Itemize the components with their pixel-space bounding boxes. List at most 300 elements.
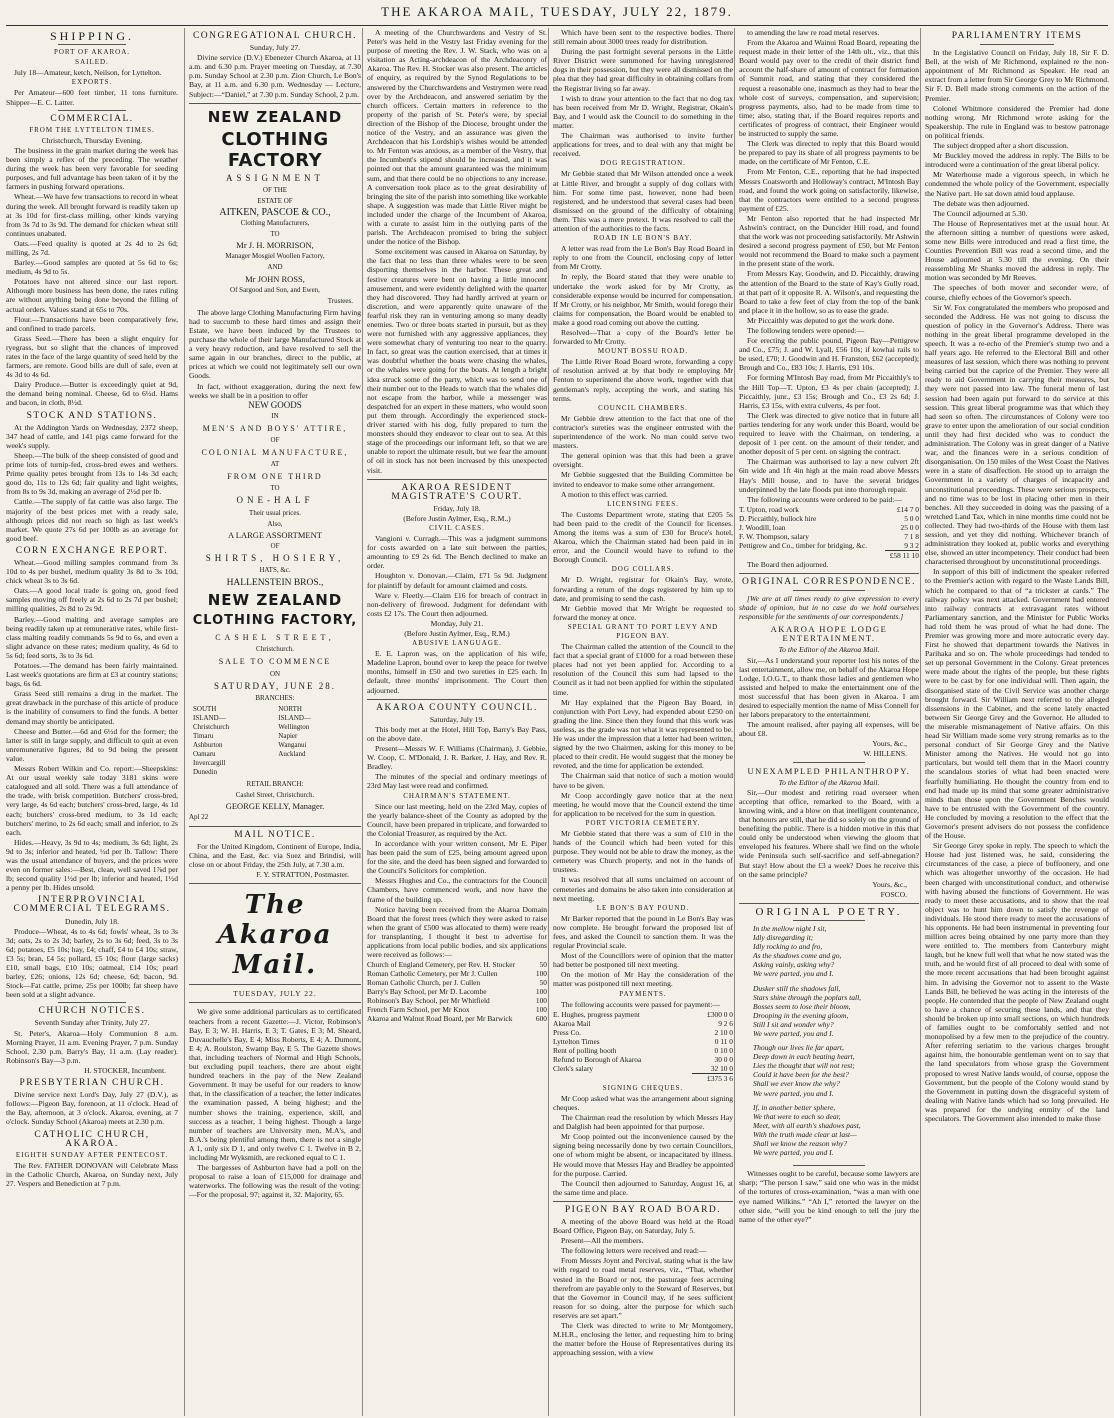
paragraph: Messrs Hughes and Co., the contractors for the Council Chambers, have commenced work, and now have the frame of the building up. xyxy=(367,876,547,904)
row-label: French Farm School, per Mr Knox xyxy=(367,1005,470,1015)
ad-assortment: A LARGE ASSORTMENT xyxy=(228,529,322,540)
court-civil: CIVIL CASES. xyxy=(429,523,485,532)
paragraph: For forming M'Intosh Bay road, from Mr Piccaithly's to the Hill Top—T. Upton, £3 4s per chain (accepted); J. Piccaithly, junr., £3 15s; Brough and Co., £3 2s 6d; J. Harris, £3 15s, with extra culverts, 4s per foot. xyxy=(739,373,919,410)
paragraph: A letter was read from the Le Bon's Bay Road Board in reply to one from the Council, enclosing copy of letter from Mr Crotty. xyxy=(553,244,733,272)
paragraph: A meeting of the Churchwardens and Vestry of St. Peter's was held in the Vestry last Friday evening for the purpose of meeting the Rev. J. W. Stack, who was on a visitation as Acting-archdeacon of the Archdeaconry of Akaroa. The Rev. H. Stocker was also present. The articles of enquiry, as required by the Synod Regulations to be answered by the Churchwardens and Vestrymen were read over by the Archdeacon, and answered seriatim by the church officers. Certain matters in reference to the property of the parish of St. Peter's were, by special direction of the Bishop of the Diocese, brought under the notice of the Vestry, and an assurance was given the Archdeacon that his Lordship's wishes would be attended to. Mr Fenton was anxious, as a member of the Vestry, that the Incumbent's stipend should be increased, and it was pointed out that the amount guaranteed was the minimum sum, and that there could be no objections to any increase. A conversation took place as to the great desirability of bringing the site of the parish into something like workable shape. A suggestion was made that Little River might be included under the charge of the Incumbent of Akaroa, with a curate to assist him in the outlying parts of the parish. The Archdeacon promised to bring the subject under the notice of the Bishop. xyxy=(367,28,547,247)
paragraph: From the Akaroa and Wainui Road Board, repeating the request made in their letter of the 14th ult., viz., that this Board would pay over to the credit of their district fund account the half-share of amount of contract for formation of Summit road, and stating that they considered the request a reasonable one, inasmuch as they had to bear the whole cost of surveys, compensation, and supervision; progress payments, also, had to be made from time to time; also, stating that, if the Board requires reports and certificates of progress of contract, their Engineer would be instructed to supply the same. xyxy=(739,38,919,139)
ad-body2: In fact, without exaggeration, during the next few weeks we shall be in a position to offer xyxy=(189,381,361,400)
branch-name: Oamaru xyxy=(193,750,216,759)
paragraph: The Chairman said that notice of such a motion would have to be given. xyxy=(553,771,733,790)
table-row xyxy=(553,1046,733,1055)
lodge-name: W. HILLENS. xyxy=(863,749,907,759)
c4-j xyxy=(553,829,733,903)
row-value: 9 3 2 xyxy=(904,540,919,550)
row-value: £300 0 0 xyxy=(707,1009,733,1019)
paragraph: The Little River Road Board wrote, forwarding a copy of resolution arrived at by that body re employing Mr Fenton to superintend the above work, together with that gentleman's reply, accepting the work, and stating his terms. xyxy=(553,357,733,403)
accounts-table xyxy=(739,505,919,560)
paragraph: From Messrs Kay, Goodwin, and D. Piccaithly, drawing the attention of the Board to the state of Kay's Gully road, at that part of it opposite R. A. Wilson's, and requesting the Board to take a few feet of clay from the top of the bank and place it in the hollow, so as to ease the grade. xyxy=(739,269,919,315)
paragraph: The Chairman called the attention of the Council to the fact that a special grant of £1000 for a road between these places had not yet been applied for. According to a resolution of the Council this sum had lapsed to the Council as it had not been applied for within the stipulated time. xyxy=(553,642,733,697)
paragraph: It was resolved that all sums unclaimed on account of cemeteries and domains be also taken into consideration at next meeting. xyxy=(553,875,733,903)
exports-text: Per Amateur—600 feet timber, 11 tons furniture. Shipper—E. C. Latter. xyxy=(6,88,178,107)
accounts-total: £58 11 10 xyxy=(885,550,919,560)
shipping-heading: SHIPPING. xyxy=(49,29,134,43)
congr-heading: CONGREGATIONAL CHURCH. xyxy=(192,31,358,41)
ad-in: IN xyxy=(271,411,279,420)
ad-from: FROM ONE THIRD xyxy=(227,472,323,482)
poem-line: In the mellow night I sit, xyxy=(753,923,827,933)
paragraph: The minutes of the special and ordinary meetings of 23rd May last were read and confirmed. xyxy=(367,772,547,791)
table-row xyxy=(367,978,547,987)
c4-f xyxy=(553,414,733,499)
column-4 xyxy=(548,28,737,1416)
poem-line: Deep down in each beating heart, xyxy=(753,1052,855,1062)
poetry-heading: ORIGINAL POETRY. xyxy=(755,905,903,918)
table-row xyxy=(367,960,547,969)
c4-e xyxy=(553,357,733,402)
ad-at: AT xyxy=(270,460,280,469)
paragraph: From Mr Fenton, C.E., reporting that he had inspected Messrs Coatsworth and Holloway's contract, M'Intosh Bay road, and found the work going on satisfactorily, likewise, that the contractors were entitled to a second progress payment of £25. xyxy=(739,167,919,213)
columns xyxy=(6,28,1108,1416)
row-value: 5 0 0 xyxy=(904,513,919,523)
poem-line: Meet, with all earth's shadows past, xyxy=(753,1120,861,1130)
paragraph: Mr Piccaithly was deputed to get the work done. xyxy=(747,315,895,325)
ad-usual: Their usual prices. xyxy=(249,508,301,517)
paragraph: Sir George Grey spoke in reply. The speech to which the House had just listened was, he said, considering the circumstances of the case, a piece of buffoonery, and one which was altogether unworthy of the occasion. He had been charged with unconstitutional conduct, and otherwise with having abused the functions of Government. He was ready to meet these accusations, and to show that the real object was to hunt him down to satisfy the revenge of individuals. He stood there ready to meet the accusations of his opponents. He had been instrumental in preventing four million acres being obtained by one party more than they were entitled to. The members from Canterbury might laugh, but he knew full well that what he now stated was the truth, and he would first of all proceed to deal with some of the more recent accusations that had been brought against him. In advising the Governor not to assent to the Waste Lands Bill, he believed he was acting in the interests of the people. He contended that the people of New Zealand ought to have a chance of securing these lands, and that they should be broken up into small sections, on which hundreds of families ought to be comfortably settled and not monopolised by a few men to the prejudice of the country. After referring seriatim to the various charges brought against him, the honourable gentleman went on to say that the land speculators from whose grasp the Government proposed to wrest Native lands would, of course, oppose the Government, but the people of the Colony would stand by the Government in putting down the disgraceful system of dealing with Native lands which had so long prevailed. He was prepared for the undying enmity of the land speculators. The Government also intended to make those xyxy=(925,841,1109,1123)
paragraph: Mr Barker reported that the pound in Le Bon's Bay was now complete. He brought forward the proposed list of fees, and asked the Council to sanction them. It was the regular Provincial scale. xyxy=(553,913,733,951)
county-heading: AKAROA COUNTY COUNCIL. xyxy=(376,702,538,713)
table-row xyxy=(367,1014,547,1023)
catholic-text: The Rev. FATHER DONOVAN will Celebrate Mass in the Catholic Church, Akaroa, on Sunday next, July 27. Vespers and Benediction at 7 p.m. xyxy=(6,1160,178,1188)
row-value: 100 xyxy=(535,987,547,997)
paragraph: Mr Buckley moved the address in reply. The Bills to be introduced were a continuation of the great liberal policy. xyxy=(925,151,1109,170)
branch-name: Wellington xyxy=(278,722,310,731)
c4-d xyxy=(553,244,733,346)
row-label: T. Upton, road work xyxy=(739,504,800,514)
mail-notice-heading: MAIL NOTICE. xyxy=(234,829,316,840)
paragraph: Sir,—Our modest and retiring road overseer when accepting that office, remarked to the Board, with a knowing wink, and a blow on that intelligent countenance, that honours are still, that he did so solely on the ground of benefiting the public. There is a hidden motive in this that could only be understood when viewing the gloom that enveloped his features. Where shall we find on the whole wide Peninsula such self-sacrifice and self-abnegation? But stay! How about the £3 a week? Does he receive this on the same principle? xyxy=(739,787,919,879)
ad-trustees: Trustees. xyxy=(327,296,353,305)
row-label: J. Woodill, loan xyxy=(739,522,786,532)
chairman-heading: CHAIRMAN'S STATEMENT. xyxy=(403,791,511,800)
paragraph: Resolved—That a copy of the Board's letter be forwarded to Mr Crotty. xyxy=(553,328,733,347)
ad-of2: OF xyxy=(270,436,280,444)
victoria-heading: PORT VICTORIA CEMETERY. xyxy=(585,818,701,827)
ad-trustee2: Mr JOHN ROSS, xyxy=(245,273,305,284)
poem xyxy=(739,924,919,1162)
c4-c xyxy=(553,169,733,233)
paragraph: The Chairman was authorised to invite further applications for trees, and to deal with any that might be received. xyxy=(553,131,733,159)
editorial-body xyxy=(189,1007,361,1199)
commercial-heading: COMMERCIAL. xyxy=(50,113,134,124)
paragraph: Oats.—Feed quality is quoted at 2s 4d to 2s 6d; milling, 2s 7d. xyxy=(6,238,178,257)
paragraph: Mr Coop pointed out the inconvenience caused by the signing being necessarily done by two certain Councillors, one of whom might be absent, or incapacitated by illness. He would move that Messrs Hay and Bradley be appointed for the purpose. Carried. xyxy=(553,1132,733,1178)
telegram-text: Produce—Wheat, 4s to 4s 6d; fowls' wheat, 3s to 3s 3d; oats, 2s to 2s 3d; barley, 2s to 3s 6d; feed, 3s to 3s 6d; potatoes, £5 10s; hay, £4; chaff, £4 to £4 10s; straw, £3 5s; bran, £4 5s; pollard, £5 10s; flour (large sacks) £10, small bags, £10 10s; oatmeal, £14 10s; pearl barley, £26; onions, 12s 6d; cheese, 6d; bacon, 9d. Stock—Fat cattle, prime, 25s per 100lb; fat sheep have been sold at a slight advance. xyxy=(6,926,178,1000)
masthead: THE AKAROA MAIL, TUESDAY, JULY 22, 1879. xyxy=(381,4,733,19)
ad-branches: BRANCHES: xyxy=(255,693,295,702)
branch-name: Invercargill xyxy=(193,759,226,768)
commercial-source: FROM THE LYTTELTON TIMES. xyxy=(29,125,155,134)
ad-on: ON xyxy=(269,669,281,678)
chambers-heading: COUNCIL CHAMBERS. xyxy=(598,403,688,412)
paragraph: A meeting of the above Board was held at the Road Board Office, Pigeon Bay, on Saturday, July 5. xyxy=(553,1216,733,1236)
grant-heading: SPECIAL GRANT TO PORT LEVY AND PIGEON BAY. xyxy=(567,622,719,640)
table-row xyxy=(553,1010,733,1019)
c4-b xyxy=(553,131,733,158)
paragraph: The Chairman read the resolution by which Messrs Hay and Dalglish had been appointed for that purpose. xyxy=(553,1113,733,1132)
payments-heading: PAYMENTS. xyxy=(619,989,667,998)
column-3 xyxy=(362,28,551,1416)
paragraph: Grass Seed.—There has been a slight enquiry for ryegrass, but so slight that the chances of improved rates in the face of the large quantity of seed held by the farmers, are remote. Good bills are dull of sale, even at 4s 3d to 4s 6d. xyxy=(6,333,178,380)
paragraph: Mr Hay explained that the Pigeon Bay Board, in conjunction with Port Levy, had expended about £250 on grading the line. Since then they found that this work was useless, as the grade was not what it was represented to be. He was under the impression that a letter had been written, signed by the two Chairmen, asking for this money to be placed to their credit. He would suggest that the money be revoted, and the time for application be extended. xyxy=(553,697,733,771)
paragraph: In the Legislative Council on Friday, July 18, Sir F. D. Bell, at the wish of Mr Richmond, explained re the non-appointment of Mr Richmond as Speaker. He read an extract from a letter from Sir George Grey to Mr Richmond. Sir F. D. Bell made strong comments on the action of the Premier. xyxy=(925,48,1109,103)
lebon-heading: ROAD IN LE BON'S BAY. xyxy=(593,234,693,243)
row-label: Roman Catholic Cemetery, per Mr J. Cullen xyxy=(367,969,498,979)
ad-retail: RETAIL BRANCH: xyxy=(246,779,304,788)
ad-mens: MEN'S AND BOYS' ATTIRE, xyxy=(202,423,348,433)
ad-date: Apl 22 xyxy=(189,812,209,821)
row-label: Akaroa and Walnut Road Board, per Mr Barwick xyxy=(367,1014,513,1024)
court-date: Friday, July 18. xyxy=(433,503,481,513)
paragraph: In support of this bill of indictment the speaker referred to the Premier's action with regard to the Waste Lands Bill, which he compared to that of “a trickster at cards.” The railway policy was next attacked. Government had entered into railway contracts at extravagant rates without Parliamentary sanction, and the Minister for Public Works had told them he was proud of what he had done. The Premier was growing more and more autocratic every day. First he showed that department towards the Natives in Parihaka and so on. The whole proceedings had tended to set up personal Government in the Colony. Great pretences were made about the rights of the people, but these rights were to be cast by for one individual will. Then again, the disorganised state of the Civil Service was another charge brought forward. Sir William next referred to the alleged dissensions in the Cabinet, and the scene lately enacted between Sir George Grey and the Governor. He alluded to the miserable mismanagement of Native affairs. On this head Sir William made some very strong remarks as to the personal conduct of Sir George Grey and the Native Minister among the Natives. He would not go into particulars, but would tell them that in the Maori country the scandalous stories of what had been enacted were fearfully humiliating. He thought the country from end to end had made up its mind that some greater administrative minds than those upon the Government Benches would have to be entrusted with the Government of the country. He concluded by moving a resolution to the effect that the Governor's present advisers do not possess the confidence of the House. xyxy=(925,567,1109,841)
paragraph: Mr Coop accordingly gave notice that at the next meeting, he would move that the Council extend the time for application to be received for the sum in question. xyxy=(553,790,733,818)
row-value: 50 xyxy=(539,960,547,970)
catholic-sub: EIGHTH SUNDAY AFTER PENTECOST. xyxy=(15,1150,169,1159)
commercial-body xyxy=(6,146,178,408)
paragraph: The business in the grain market during the week has been simply a reflex of the preceding. The weather during the week has been very favorable for seeding purposes, and full advantage has been taken of it by the farmers in pushing forward operations. xyxy=(6,145,178,192)
phil-sign: Yours, &c., xyxy=(872,879,907,889)
licensing-heading: LICENSING FEES. xyxy=(607,499,679,508)
paragraph: Some excitement was caused in Akaroa on Saturday, by the fact that no less than three whales were to be seen disporting themselves in the harbor. These great and festive creatures were bent on having a little innocent amusement, and were evidently delighted with the quarter they had discovered. They had hardly arrived at yearn or discretion, and were apparently quite unaware of the fearful risk they ran in venturing among so many deadly enemies. Two or three boats started in pursuit, but as they were not furnished with any aggressive appliances, they were somewhat chary of venturing too near to the quarry. In fact, so great was the caution exercised, that at times it was doubtful whether the boats were chasing the whales, or the whales were going for the boats. At length a bright idea struck some of the party, which was to send one of their number out to the Heads to watch that the whales did not escape from the harbor, while a messenger was despatched for an expert in these matters, who would soon put them through. Accordingly the experienced stock-driver started with his dog, fully prepared to turn the monsters should they endeavor to clear out to sea. At this stage of the proceedings our informant left, so that we are unable to report the ultimate result, but we fear the amount of oil in stock has not been increased by this unexpected visit. xyxy=(367,247,547,475)
ad-of3: OF xyxy=(270,541,280,550)
congr-text: Divine service (D.V.) Ebenezer Church Akaroa, at 11 a.m. and 6.30 p.m. Prayer meeting on Tuesday, at 7.30 p.m. Sunday School at 2.30 p.m. Zion Church, Le Bon's Bay, at 11 a.m. and 6.30 p.m. Wednesday — Lecture, Subject:—“Daniel,” at 7.30 p.m. Sunday School, 2 p.m. xyxy=(189,53,361,99)
lodge-heading: AKAROA HOPE LODGE ENTERTAINMENT. xyxy=(770,624,888,644)
poem-line: Could it have been for the best? xyxy=(753,1070,849,1080)
clothing-factory-ad xyxy=(189,108,361,822)
table-row xyxy=(739,532,919,541)
paragraph: The following letters were received and read:— xyxy=(561,1246,707,1256)
corn-heading: CORN EXCHANGE REPORT. xyxy=(15,545,169,556)
paragraph: This body met at the Hotel, Hill Top, Barry's Bay Pass, on the above date. xyxy=(367,724,547,743)
poem-line: We that were to each so dear, xyxy=(753,1111,841,1121)
paragraph: Present—All the members. xyxy=(561,1236,644,1246)
poem-line: We were parted, you and I. xyxy=(753,1029,834,1038)
row-value: 0 11 0 xyxy=(714,1036,733,1046)
poem-line: Shall we know the reason why? xyxy=(753,1139,848,1149)
table-row xyxy=(367,969,547,978)
poem-line: Dusker still the shadows fall, xyxy=(753,983,841,993)
ad-saturday: SATURDAY, JUNE 28. xyxy=(213,680,337,691)
paragraph: Cattle.—The supply of fat cattle was also large. The majority of the best prices met with a ready sale, although prices did not reach so high as last week's market. We quote 27s 6d per 100lb as an average for good beef. xyxy=(6,497,178,543)
paragraph: Potatoes have not altered since our last report. Although more business has been done, the rates ruling are without anything being done beyond the filling of actual orders. Values stand at 65s to 70s. xyxy=(6,277,178,314)
ad-half: ONE-HALF xyxy=(236,495,314,506)
ad-south-list xyxy=(193,705,272,778)
court-before2: (Before Justin Aylmer, Esq., R.M.) xyxy=(404,629,510,638)
congr-date: Sunday, July 27. xyxy=(249,43,301,53)
table-row xyxy=(553,1028,733,1037)
presby-heading: PRESBYTERIAN CHURCH. xyxy=(19,1078,165,1089)
row-value: 9 2 6 xyxy=(718,1018,733,1028)
paragraph: The Clerk was directed to give notice that in future all parties tendering for any work under this Board, would be required to leave with the Chairman, on tendering, a deposit of 1 per cent. on the amount of their tender, and another deposit of 5 per cent. on signing the contract. xyxy=(739,410,919,457)
c5-b xyxy=(739,560,919,569)
paragraph: Most of the Councillors were of opinion that the matter had better be postponed till next meeting. xyxy=(553,951,733,970)
paragraph: Mr D. Wright, registrar for Okain's Bay, wrote, forwarding a return of the dogs registered by him up to date, and promising to send the cash. xyxy=(553,575,733,603)
row-label: F. W. Thompson, salary xyxy=(739,531,809,541)
table-row xyxy=(739,541,919,551)
poem-line: Asking vainly, asking why? xyxy=(753,960,835,970)
row-value: 7 1 8 xyxy=(904,531,919,541)
table-row xyxy=(553,1055,733,1064)
poem-line: We were parted, you and I. xyxy=(753,1148,834,1158)
table-row xyxy=(739,523,919,532)
paragraph: In accordance with your written consent, Mr E. Piper has been paid the sum of £25, being amount agreed upon for the site, and the deed has been signed and forwarded to the Council's Solicitors for completion. xyxy=(367,838,547,876)
ad-south-label: SOUTH ISLAND— xyxy=(193,704,226,722)
poem-line: With the truth made clear at last— xyxy=(753,1129,857,1139)
akaroa-mail-logo: The Akaroa Mail. xyxy=(217,890,333,981)
county-body xyxy=(367,725,547,791)
branch-name: Timaru xyxy=(193,732,214,741)
paragraph: Mr Coop asked what was the arrangement about signing cheques. xyxy=(553,1093,733,1112)
row-value: 0 10 0 xyxy=(714,1045,733,1055)
row-label: Refund to Borough of Akaroa xyxy=(553,1054,642,1064)
row-value: 25 0 0 xyxy=(900,522,919,532)
table-row xyxy=(367,1005,547,1014)
ad-north-items xyxy=(278,723,316,759)
paragraph: We give some additional particulars as to certificated teachers from a recent Gazette:—J. Victor, Robinson's Bay, E 3; W. H. Harris, E 3; T. Gates, E 3; M. Sheard, Duvauchelle's Bay, E 4; Miss Roberts, E 4; A. Dumont, E 4; A. Roulston, Swamp Bay, E 5. The Gazette shows that, including teachers of Normal and High Schools, but excluding pupil teachers, there are about eight hundred teachers in the pay of the New Zealand Government. It may be useful for our readers to know that, in the classification of a teacher, the letter indicates the examination passed, A being highest; and the number shows the training, experience, skill, and success as a teacher, 1 being highest. Though a large number of teachers are University men, M.A's, and B.A.'s being plentiful among them, there is not a single A 1, only six D 1, and only twelve C 1. Twelve in B 2, including Mr Wyksmith, are reckoned equal to C 1. xyxy=(189,1007,361,1162)
mtbossu-heading: MOUNT BOSSU ROAD. xyxy=(597,347,689,356)
chairman-body xyxy=(367,802,547,960)
paragraph: The debate was then adjourned. xyxy=(933,198,1030,208)
court-para2: E. E. Lapron was, on the application of his wife, Madeline Lapron, bound over to keep the peace for twelve months, himself in £50 and two sureties in £25 each. In default, three months' imprisonment. The Court then adjourned. xyxy=(367,649,547,695)
ad-nz2: NEW ZEALAND xyxy=(207,591,343,610)
ad-factory2: CLOTHING FACTORY, xyxy=(192,613,358,629)
church-heading: CHURCH NOTICES. xyxy=(38,1006,146,1017)
cheques-heading: SIGNING CHEQUES. xyxy=(602,1083,684,1092)
ad-hallenstein: HALLENSTEIN BROS., xyxy=(226,578,324,589)
poem-line: As the shadows come and go, xyxy=(753,951,842,961)
ad-shirts: SHIRTS, HOSIERY, xyxy=(205,552,345,563)
paragraph: Mr Waterhouse made a vigorous speech, in which he condemned the whole policy of the Government, especially the Native part. He sat down amid loud applause. xyxy=(925,170,1109,198)
paragraph: to amending the law re road metal reserves. xyxy=(747,28,880,37)
branch-name: Wanganui xyxy=(278,741,307,750)
branch-name: Napier xyxy=(278,732,298,741)
poem-line: We were parted, you and I. xyxy=(753,1088,834,1098)
row-value: 50 xyxy=(539,978,547,988)
church-text: St. Peter's, Akaroa—Holy Communion 8 a.m. Morning Prayer, 11 a.m. Evening Prayer, 7 p.m. Sunday School, 2.30 p.m. Barry's Bay, 11 a.m. (Lay reader). Robinson's Bay—3 p.m. xyxy=(6,1028,178,1065)
paragraph: The subject dropped after a short discussion. xyxy=(933,141,1069,151)
c4-a xyxy=(553,28,733,130)
row-value: 100 xyxy=(535,1005,547,1015)
corr-heading: ORIGINAL CORRESPONDENCE. xyxy=(742,576,916,587)
c4-i xyxy=(553,642,733,818)
paragraph: Since our last meeting, held on the 23rd May, copies of the yearly balance-sheet of the County as adopted by the Council, have been prepared in triplicate, and forwarded to the Colonial Treasurer, as required by the Act. xyxy=(367,801,547,838)
ad-assign: ASSIGNMENT xyxy=(225,172,324,183)
branch-name: Dunedin xyxy=(193,768,218,777)
paragraph: The Council adjourned at 5.30. xyxy=(933,208,1028,218)
sailed-heading: SAILED. xyxy=(75,58,109,67)
paragraph: The following tenders were opened:— xyxy=(747,326,865,335)
ad-nz: NEW ZEALAND xyxy=(207,107,343,126)
county-date: Saturday, July 19. xyxy=(429,714,485,724)
table-row xyxy=(367,996,547,1005)
paragraph: Mr Gebbie stated that there was a sum of £10 in the hands of the Council which had been voted for this purpose. They would not be able to draw the money, as the cemetery was Church property, and not in the hands of trustees. xyxy=(553,828,733,875)
table-row xyxy=(553,1019,733,1028)
ad-retail-addr: Cashel Street, Christchurch. xyxy=(235,790,315,799)
row-value: 100 xyxy=(535,969,547,979)
mail-notice-sign: F. Y. STRATTON, Postmaster. xyxy=(256,870,349,880)
paragraph: Mr Gebbie suggested that the Building Committee be invited to endeavor to make some other arrangement. xyxy=(553,470,733,489)
poem-line: Lies the thought that will not rest; xyxy=(753,1061,855,1071)
ad-firm: AITKEN, PASCOE & CO., xyxy=(219,206,331,218)
paragraph: Sheep.—The bulk of the sheep consisted of good and prime lots of turnip-fed, cross-bred ewes and wethers. Prime quality petes brought from 13s to 14s 3d each; good do, 11s to 12s 6d; fair quality and light weights, from 8s to 9s 3d, making an average of 2½d per lb. xyxy=(6,450,178,497)
poem-line: If, in another better sphere, xyxy=(753,1102,836,1112)
ad-trustee1: Mr J. H. MORRISON, xyxy=(236,240,314,251)
court-body xyxy=(367,534,547,618)
church-sub: Seventh Sunday after Trinity, July 27. xyxy=(34,1018,150,1028)
paragraph: During the past fortnight several persons in the Little River District were summoned for having unregistered dogs in their possession, but they were all dismissed on the plea that they had great difficulty in obtaining collars from the Registrar living so far away. xyxy=(553,47,733,93)
paragraph: Houghton v. Donovan.—Claim, £71 5s 9d. Judgment for plaintiff by default for amount claimed and costs. xyxy=(367,571,547,590)
paragraph: Mr Gebbie drew attention to the fact that one of the contractor's sureties was the engineer entrusted with the superintendence of the work. No man could serve two masters. xyxy=(553,413,733,451)
paragraph: On the motion of Mr Hay the consideration of the matter was postponed till next meeting. xyxy=(553,970,733,989)
paragraph: The Council then adjourned to Saturday, August 16, at the same time and place. xyxy=(553,1178,733,1197)
row-value: 32 10 0 xyxy=(710,1063,733,1073)
c4-l xyxy=(553,1094,733,1197)
paragraph: Messrs Robert Wilkin and Co. report:—Sheepskins: At our usual weekly sale today 3181 skins were catalogued and all sold. There was a full attendance of the trade, with brisk competition. Butchers' cross-bred, very large, 4s 6d each; butchers' cross-bred, large, 4s 1d each; butchers' cross-bred medium, to 3s 1d each; butchers' merino, to 2s 6d each; small and inferior, to 2s each. xyxy=(6,764,178,837)
c4-h xyxy=(553,575,733,621)
paragraph: The Customs Department wrote, stating that £205 5s had been paid to the credit of the Council for licenses. Among the items was a sum of £30 for Bruce's hotel, Akaroa, which the Chairman stated had been paid in in error, and the Council would have to refund to the Borough Council. xyxy=(553,509,733,565)
paragraph: Sir,—As I understand your reporter lost his notes of the last entertainment, allow me, on behalf of the Akaroa Hope Lodge, I.O.G.T., to thank those ladies and gentlemen who assisted and helped to make the entertainment one of the most successful that has been given in Akaroa. I am desired to especially mention the name of Miss Connell for her labors preparatory to the entertainment. xyxy=(739,655,919,720)
ad-colonial: COLONIAL MANUFACTURE, xyxy=(201,448,349,458)
row-label: Clerk's salary xyxy=(553,1064,594,1073)
payments-intro: The following accounts were passed for payment:— xyxy=(561,999,720,1009)
row-label: D. Piccaithly, bullock hire xyxy=(739,513,817,523)
ad-and: AND xyxy=(267,263,283,272)
ad-chch: Christchurch. xyxy=(256,645,294,654)
poem-line: Stars shine through the poplars tall, xyxy=(753,992,862,1002)
poem-line: Drooping in the evening gloom, xyxy=(753,1010,849,1020)
table-row xyxy=(553,1037,733,1046)
mail-notice-text: For the United Kingdom, Continent of Europe, India, China, and the East, &c. via Suez and Brindisi, will close on or about Friday, the 25th July, at 7.30 a.m. xyxy=(189,842,361,870)
telegram-heading: INTERPROVINCIAL COMMERCIAL TELEGRAMS. xyxy=(13,895,171,915)
paragraph: The Clerk was directed to write to Mr Montgomery, M.H.R., enclosing the letter, and requesting him to bring the matter before the House of Representatives during its approaching session, with a view xyxy=(553,1321,733,1358)
paragraph: Grass Seed still remains a drug in the market. The great drawback in the purchase of this article of produce is the inability of consumers to find the funds. A better demand may shortly be anticipated. xyxy=(6,689,178,726)
row-label: Rent of polling booth xyxy=(553,1045,617,1055)
paragraph: Oats.—A good local trade is going on, good feed samples moving off freely at 2s 6d to 2s 7d per bushel; milling qualities, 2s 8d to 2s 9d. xyxy=(6,586,178,614)
column-5 xyxy=(734,28,923,1416)
poem-line: Shall we ever know the why? xyxy=(753,1079,840,1089)
table-row xyxy=(739,514,919,523)
payments-table xyxy=(553,1010,733,1083)
c5-a xyxy=(739,28,919,504)
paragraph: The amount realised, after paying all expenses, will be about £8. xyxy=(739,720,919,739)
ad-street: CASHEL STREET, xyxy=(215,633,335,643)
row-label: Pettigrew and Co., timber for bridging, &c. xyxy=(739,541,868,551)
ad-sale: SALE TO COMMENCE xyxy=(218,657,332,667)
column-6 xyxy=(920,28,1109,1416)
paragraph: Mr Gebbie stated that Mr Wilson attended once a week at Little River, and brought a supply of dog collars with him. For some time past, however, none had been registered, and he understood that several cases had been dismissed on the ground of the difficulty of obtaining them. This was a mere pretext. It was resolved to call the attention of the authorities to the facts. xyxy=(553,169,733,233)
poem-line: Still I sit and wonder why? xyxy=(753,1019,834,1029)
ad-factory: CLOTHING FACTORY xyxy=(221,128,329,171)
ad-manager: GEORGE KELLY, Manager. xyxy=(225,800,325,811)
row-value: 100 xyxy=(535,996,547,1006)
ad-estate: ESTATE OF xyxy=(257,196,293,205)
pigeon-heading: PIGEON BAY ROAD BOARD. xyxy=(564,1204,722,1215)
paragraph: Colonel Whitmore considered the Premier had done nothing wrong. Mr Richmond wrote asking for the Speakership. The rule in England was to bestow patronage on political friends. xyxy=(925,103,1109,140)
column-1 xyxy=(6,28,182,1416)
paragraph: Wheat.—We have few transactions to record in wheat during the week. All brought forward is readily taken up at 3s 10d for first-class milling, other kinds varying from 3s 7d to 3s 9d. The demand for chicken wheat still continues unabated. xyxy=(6,192,178,238)
row-label: Robinson's Bay School, per Mr Whitfield xyxy=(367,996,490,1006)
paragraph: Hides.—Heavy, 3s 9d to 4s; medium, 3s 6d; light, 2s 9d to 3s; inferior and heated, ½d per lb. Tallow: There was the usual attendance of buyers, and the prices were even on former sales:—Best, clean, well saved 1⅞d per lb; second quality 1½d per lb; inferior and heated, 1½d a penny per lb. Hides unsold. xyxy=(6,837,178,893)
paragraph: From Messrs Joynt and Percival, stating what is the law with regard to road metal reserves, viz., “That, whether vested in the Board or not, the pasturage fees accruing therefrom are payable only to the Steward of Reserves, but that the Governor in Council may, if he sees sufficient reason for so doing, alter the purpose for which such reserves are set apart.” xyxy=(553,1256,733,1320)
paragraph: Vangioni v. Curragh.—This was a judgment summons for costs awarded on a late suit between the parties, amounting to £9 2s 6d. The Bench declined to make an order. xyxy=(367,534,547,571)
ad-body: The above large Clothing Manufacturing Firm having had to succumb to these hard times and assign their Estate, we have been induced by the Trustees to purchase the whole of their large Manufactured Stock at a very heavy reduction, and have resolved to sell the same again in our branches, direct to the public, at prices at which we could not legitimately sell our own Goods. xyxy=(189,307,361,381)
port-heading: PORT OF AKAROA. xyxy=(53,48,131,57)
paragraph: Barley.—Good malting and average samples are being readily taken up at remunerative rates, while first-class malting readily commands 5s 9d to 6s, and even a slight advance on these rates; medium quality, 4s 6d to 5s 6d; feed sorts, 3s to 3s 6d. xyxy=(6,614,178,660)
paragraph: Mr Gebbie moved that Mr Wright be requested to forward the money at once. xyxy=(553,603,733,622)
parl-heading: PARLIAMENTRY ITEMS xyxy=(951,31,1083,41)
court-before: (Before Justin Aylmer, Esq., R.M.,) xyxy=(403,513,511,523)
paragraph: Which have been sent to the respective bodies. There still remain about 3000 trees ready for distribution. xyxy=(553,28,733,47)
lodge-to: To the Editor of the Akaroa Mail. xyxy=(778,645,880,655)
c4-m xyxy=(553,1217,733,1357)
catholic-heading: CATHOLIC CHURCH, AKAROA. xyxy=(34,1129,150,1149)
paragraph: Notice having been received from the Akaroa Domain Board that the forest trees (which they were asked to raise when the grant of £500 was allocated to them) were ready for transplanting, I thought it best to advertise for applications from local public bodies, and six applications were received as follows:— xyxy=(367,904,547,960)
ad-hats: HATS, &c. xyxy=(259,566,291,575)
c4-k xyxy=(553,914,733,989)
paragraph: Barley.—Good samples are quoted at 5s 6d to 6s; medium, 4s 9d to 5s. xyxy=(6,258,178,277)
lodge-sign: Yours, &c., xyxy=(872,739,907,749)
paragraph: I wish to draw your attention to the fact that no dog tax has been received from Mr D. Wright, Registrar, Okain's Bay, and I would ask the Council to do something in the matter. xyxy=(553,93,733,130)
poem-line: Idly disregarding it; xyxy=(753,933,814,943)
pound-heading: LE BON'S BAY POUND. xyxy=(596,903,690,912)
masthead-rule xyxy=(6,25,1108,26)
row-value: 2 10 0 xyxy=(714,1027,733,1037)
branch-name: Ashburton xyxy=(193,741,223,750)
ad-branch-lists xyxy=(189,705,361,778)
paragraph: The general opinion was that this had been a grave oversight. xyxy=(553,451,733,470)
ad-also: Also, xyxy=(267,519,283,528)
paragraph: For erecting the public pound, Pigeon Bay—Pettigrew and Co., £75; J. and W. Lyall, £56 10s; if kowhai rails to be used, £70; J. Goodwin and H. Franston, £62 (accepted); Brough and Co., £83 10s; J. Harris, £91 10s. xyxy=(739,336,919,373)
court-abusive: ABUSIVE LANGUAGE. xyxy=(412,639,502,648)
row-label: Roman Catholic Church, per J. Cullen xyxy=(367,978,481,988)
stock-body xyxy=(6,423,178,543)
church-sign: H. STOCKER, Incumbent. xyxy=(84,1065,166,1075)
court-heading: AKAROA RESIDENT MAGISTRATE'S COURT. xyxy=(391,482,523,502)
exports-heading: EXPORTS. xyxy=(71,78,113,87)
phil-name: FOSCO. xyxy=(880,889,907,899)
paragraph: Potatoes.—The demand has been fairly maintained. Last week's quotations are firm at £3 at country stations; bags, 6s 6d. xyxy=(6,661,178,689)
corn-body xyxy=(6,558,178,892)
ad-north-label: NORTH ISLAND— xyxy=(278,704,311,722)
poem-tail: Witnesses ought to be careful, because some lawyers are sharp; “The person I saw,” said one who was in the midst of the tortures of cross-examination, “was a man with one eye named Wilkins.” “Ah I,” retorted the lawyer on the other side, “will you be kind enough to tell the jury the name of the other eye?” xyxy=(739,1169,919,1224)
phil-body xyxy=(739,788,919,879)
stock-heading: STOCK AND STATIONS. xyxy=(26,410,158,421)
ad-new: NEW GOODS xyxy=(248,399,302,410)
column-2 xyxy=(184,28,365,1416)
collars-heading: DOG COLLARS. xyxy=(611,565,675,574)
paragraph: At the Addington Yards on Wednesday, 2372 sheep, 347 head of cattle, and 141 pigs came forward for the week's supply. xyxy=(6,422,178,450)
paragraph: Dairy Produce.—Butter is exceedingly quiet at 9d, the demand being nominal. Cheese, 6d to 6½d. Hams and bacon, in cloth, 8½d. xyxy=(6,380,178,408)
table-row xyxy=(553,1064,733,1074)
row-value: £14 7 0 xyxy=(896,504,919,514)
paragraph: Ware v. Fleetly.—Claim £16 for breach of contract in non-delivery of firewood. Judgment for defendant with costs £2 17s. The Court then adjourned. xyxy=(367,590,547,618)
paragraph: A motion to this effect was carried. xyxy=(561,489,668,499)
paragraph: Flour.—Transactions have been comparatively few, and confined to trade parcels. xyxy=(6,314,178,333)
telegram-date: Dunedin, July 18. xyxy=(65,916,119,926)
phil-to: To the Editor of the Akaroa Mail. xyxy=(778,777,880,787)
poem-line: We were parted, you and I. xyxy=(753,969,834,979)
ad-to2: TO xyxy=(270,484,280,493)
ad-north-list xyxy=(278,705,357,778)
